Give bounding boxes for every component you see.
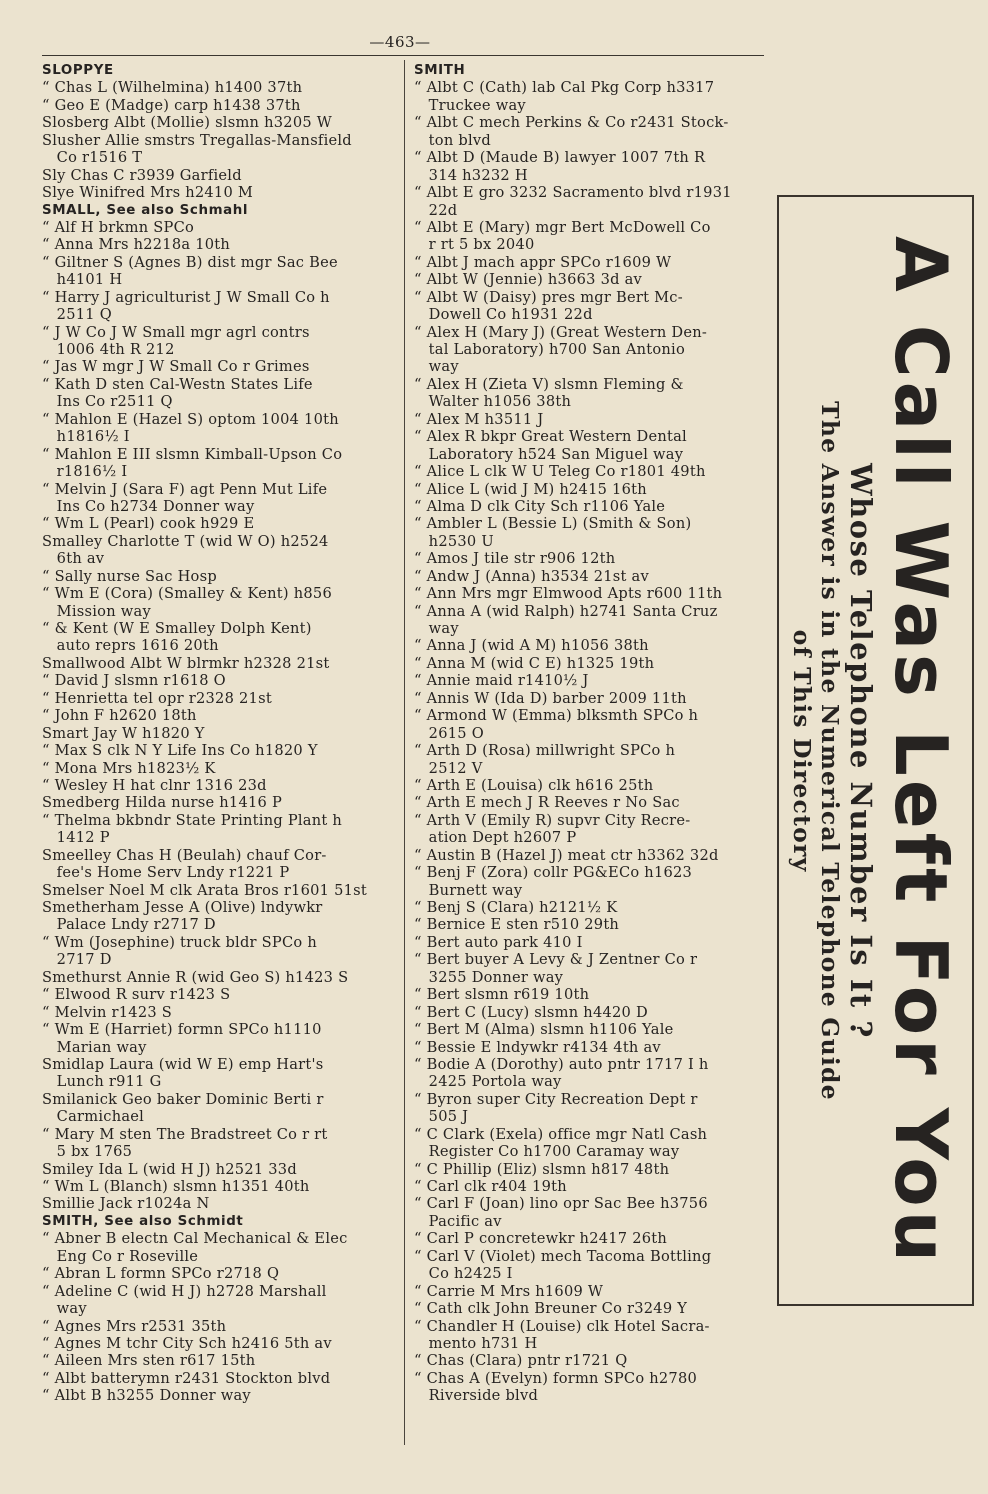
directory-entry-line: “ Arth E (Louisa) clk h616 25th	[414, 776, 654, 794]
directory-entry-line: Laboratory h524 San Miguel way	[414, 445, 684, 463]
directory-entry-line: Smalley Charlotte T (wid W O) h2524	[42, 532, 329, 550]
directory-entry-line: “ Alex R bkpr Great Western Dental	[414, 428, 687, 446]
directory-entry-line: Slye Winifred Mrs h2410 M	[42, 184, 254, 202]
directory-entry-line: “ Adeline C (wid H J) h2728 Marshall	[42, 1282, 327, 1300]
advertisement-box	[777, 195, 974, 1306]
directory-entry-line: “ Arth V (Emily R) supvr City Recre-	[414, 811, 691, 829]
directory-entry-line: Truckee way	[414, 96, 526, 114]
directory-entry-line: Palace Lndy r2717 D	[42, 916, 216, 934]
directory-entry-line: “ Harry J agriculturist J W Small Co h	[42, 288, 330, 306]
directory-entry-line: “ Henrietta tel opr r2328 21st	[42, 689, 272, 707]
directory-entry-line: “ Austin B (Hazel J) meat ctr h3362 32d	[414, 846, 719, 864]
directory-entry-line: Ins Co h2734 Donner way	[42, 497, 255, 515]
directory-entry-line: Co h2425 I	[414, 1265, 513, 1283]
right-column	[414, 62, 766, 1405]
directory-entry-line: “ Kath D sten Cal-Westn States Life	[42, 375, 313, 393]
directory-entry-line: “ Arth E mech J R Reeves r No Sac	[414, 794, 680, 812]
directory-entry-line: “ Chandler H (Louise) clk Hotel Sacra-	[414, 1317, 710, 1335]
directory-entry-line: “ Sally nurse Sac Hosp	[42, 567, 217, 585]
directory-entry-line: Slosberg Albt (Mollie) slsmn h3205 W	[42, 114, 333, 132]
directory-entry-line: “ Anna M (wid C E) h1325 19th	[414, 654, 655, 672]
directory-entry-line: “ Amos J tile str r906 12th	[414, 550, 616, 568]
directory-entry-line: “ Bodie A (Dorothy) auto pntr 1717 I h	[414, 1055, 709, 1073]
directory-entry-line: Pacific av	[414, 1212, 502, 1230]
directory-entry-line: Walter h1056 38th	[414, 393, 572, 411]
directory-entry-line: “ Elwood R surv r1423 S	[42, 986, 231, 1004]
directory-entry-line: “ Wm L (Blanch) slsmn h1351 40th	[42, 1178, 310, 1195]
directory-entry-line: “ J W Co J W Small mgr agrl contrs	[42, 323, 310, 341]
directory-entry-line: ton blvd	[414, 131, 491, 149]
directory-entry-line: r rt 5 bx 2040	[414, 236, 535, 254]
directory-entry-line: “ Anna A (wid Ralph) h2741 Santa Cruz	[414, 602, 718, 620]
directory-entry-line: 2717 D	[42, 951, 112, 969]
directory-entry-line: 2511 Q	[42, 306, 112, 324]
directory-entry-line: 6th av	[42, 550, 105, 568]
directory-entry-line: “ Carl P concretewkr h2417 26th	[414, 1230, 668, 1248]
directory-entry-line: “ Wm L (Pearl) cook h929 E	[42, 515, 255, 533]
directory-entry-line: way	[414, 358, 459, 376]
page-number: —463—	[369, 33, 431, 51]
directory-entry-line: “ Wm E (Cora) (Smalley & Kent) h856	[42, 585, 332, 603]
directory-entry-line: Co r1516 T	[42, 149, 143, 167]
directory-entry-line: “ Bert M (Alma) slsmn h1106 Yale	[414, 1021, 674, 1039]
directory-entry-line: “ Carl V (Violet) mech Tacoma Bottling	[414, 1247, 712, 1265]
directory-entry-line: “ Geo E (Madge) carp h1438 37th	[42, 96, 301, 114]
directory-entry-line: Smilanick Geo baker Dominic Berti r	[42, 1090, 324, 1108]
directory-entry-line: Register Co h1700 Caramay way	[414, 1143, 680, 1161]
directory-entry-line: 2425 Portola way	[414, 1073, 562, 1091]
directory-entry-line: “ Carl F (Joan) lino opr Sac Bee h3756	[414, 1195, 708, 1213]
directory-entry-line: “ Carl clk r404 19th	[414, 1178, 567, 1195]
directory-entry-line: “ Chas A (Evelyn) formn SPCo h2780	[414, 1369, 698, 1387]
directory-entry-line: Smethurst Annie R (wid Geo S) h1423 S	[42, 968, 349, 986]
directory-entry-line: “ Agnes Mrs r2531 35th	[42, 1317, 227, 1335]
directory-entry-line: way	[42, 1300, 87, 1318]
directory-entry-line: “ Carrie M Mrs h1609 W	[414, 1282, 604, 1300]
directory-entry-line: ation Dept h2607 P	[414, 829, 577, 847]
directory-entry-line: “ Cath clk John Breuner Co r3249 Y	[414, 1300, 688, 1318]
directory-entry-line: “ Albt batterymn r2431 Stockton blvd	[42, 1369, 331, 1387]
directory-entry-line: “ Arth D (Rosa) millwright SPCo h	[414, 742, 676, 760]
directory-entry-line: fee's Home Serv Lndy r1221 P	[42, 864, 290, 882]
directory-entry-line: Slusher Allie smstrs Tregallas-Mansfield	[42, 131, 352, 149]
directory-entry-line: “ Annie maid r1410½ J	[414, 672, 589, 690]
directory-entry-line: “ Bernice E sten r510 29th	[414, 916, 620, 934]
directory-entry-line: “ Alex H (Mary J) (Great Western Den-	[414, 323, 708, 341]
directory-entry-line: “ & Kent (W E Smalley Dolph Kent)	[42, 620, 312, 637]
directory-entry-line: “ C Phillip (Eliz) slsmn h817 48th	[414, 1160, 670, 1178]
header-rule	[42, 55, 764, 56]
directory-entry-line: “ Mahlon E III slsmn Kimball-Upson Co	[42, 445, 343, 463]
directory-entry-line: “ Alice L clk W U Teleg Co r1801 49th	[414, 463, 706, 481]
directory-entry-line: “ Benj S (Clara) h2121½ K	[414, 899, 618, 916]
directory-entry-line: mento h731 H	[414, 1334, 538, 1352]
section-heading: SMITH	[414, 63, 466, 78]
directory-entry-line: Lunch r911 G	[42, 1073, 162, 1091]
directory-entry-line: “ Melvin r1423 S	[42, 1003, 173, 1021]
directory-entry-line: 1412 P	[42, 829, 110, 847]
ad-answer-line: The Answer is in the Numerical Telephone Guide	[815, 400, 844, 1101]
directory-entry-line: 314 h3232 H	[414, 166, 528, 184]
directory-entry-line: “ Ann Mrs mgr Elmwood Apts r600 11th	[414, 585, 723, 603]
directory-entry-line: h4101 H	[42, 271, 123, 289]
directory-entry-line: “ Mary M sten The Bradstreet Co r rt	[42, 1125, 328, 1143]
directory-entry-line: “ Albt E (Mary) mgr Bert McDowell Co	[414, 218, 711, 236]
directory-entry-line: “ Alex H (Zieta V) slsmn Fleming &	[414, 375, 684, 393]
directory-entry-line: “ Bessie E lndywkr r4134 4th av	[414, 1038, 661, 1056]
directory-entry-line: “ Melvin J (Sara F) agt Penn Mut Life	[42, 480, 328, 498]
directory-entry-line: “ Alma D clk City Sch r1106 Yale	[414, 497, 666, 515]
directory-entry-line: “ Bert buyer A Levy & J Zentner Co r	[414, 951, 698, 969]
directory-entry-line: “ David J slsmn r1618 O	[42, 672, 226, 690]
directory-entry-line: Eng Co r Roseville	[42, 1247, 199, 1265]
directory-entry-line: “ Armond W (Emma) blksmth SPCo h	[414, 707, 699, 725]
directory-entry-line: Smiley Ida L (wid H J) h2521 33d	[42, 1160, 297, 1178]
directory-entry-line: Smillie Jack r1024a N	[42, 1195, 210, 1213]
directory-entry-line: “ Abran L formn SPCo r2718 Q	[42, 1265, 280, 1283]
directory-entry-line: Smedberg Hilda nurse h1416 P	[42, 794, 283, 812]
directory-entry-line: way	[414, 620, 459, 637]
directory-entry-line: “ Wm E (Harriet) formn SPCo h1110	[42, 1021, 322, 1039]
directory-entry-line: “ Aileen Mrs sten r617 15th	[42, 1352, 256, 1370]
column-divider	[404, 60, 405, 1445]
directory-entry-line: “ Alex M h3511 J	[414, 410, 544, 428]
directory-entry-line: “ John F h2620 18th	[42, 707, 197, 725]
directory-entry-line: 505 J	[414, 1108, 469, 1126]
directory-entry-line: Carmichael	[42, 1108, 145, 1126]
directory-entry-line: “ Albt W (Jennie) h3663 3d av	[414, 271, 643, 289]
directory-entry-line: “ Abner B electn Cal Mechanical & Elec	[42, 1230, 348, 1248]
directory-entry-line: 3255 Donner way	[414, 968, 564, 986]
directory-entry-line: “ Wesley H hat clnr 1316 23d	[42, 776, 267, 794]
directory-entry-line: 22d	[414, 201, 458, 219]
directory-entry-line: “ Jas W mgr J W Small Co r Grimes	[42, 358, 310, 376]
directory-entry-line: 1006 4th R 212	[42, 341, 175, 358]
directory-entry-line: “ Albt D (Maude B) lawyer 1007 7th R	[414, 149, 706, 167]
directory-entry-line: “ Benj F (Zora) collr PG&ECo h1623	[414, 864, 693, 882]
directory-entry-line: “ Albt E gro 3232 Sacramento blvd r1931	[414, 184, 732, 202]
directory-entry-line: h2530 U	[414, 532, 494, 550]
section-heading: SMALL, See also Schmahl	[42, 202, 249, 218]
directory-entry-line: “ Andw J (Anna) h3534 21st av	[414, 567, 649, 585]
directory-entry-line: “ Byron super City Recreation Dept r	[414, 1090, 698, 1108]
directory-entry-line: “ Albt W (Daisy) pres mgr Bert Mc-	[414, 288, 683, 306]
directory-entry-line: Sly Chas C r3939 Garfield	[42, 166, 242, 184]
directory-entry-line: “ Thelma bkbndr State Printing Plant h	[42, 811, 343, 829]
directory-entry-line: 2615 O	[414, 724, 484, 742]
directory-entry-line: Smallwood Albt W blrmkr h2328 21st	[42, 654, 330, 672]
directory-entry-line: tal Laboratory) h700 San Antonio	[414, 341, 686, 358]
directory-entry-line: “ Chas L (Wilhelmina) h1400 37th	[42, 79, 303, 97]
directory-entry-line: “ Anna J (wid A M) h1056 38th	[414, 637, 649, 655]
directory-entry-line: “ Albt C mech Perkins & Co r2431 Stock-	[414, 114, 729, 132]
directory-entry-line: “ Ambler L (Bessie L) (Smith & Son)	[414, 515, 692, 533]
directory-entry-line: Smetherham Jesse A (Olive) lndywkr	[42, 899, 323, 916]
directory-entry-line: 2512 V	[414, 759, 483, 777]
directory-entry-line: Mission way	[42, 602, 151, 620]
directory-entry-line: “ Alf H brkmn SPCo	[42, 218, 195, 236]
directory-entry-line: r1816½ I	[42, 463, 128, 481]
directory-entry-line: “ Albt C (Cath) lab Cal Pkg Corp h3317	[414, 79, 715, 97]
directory-entry-line: Riverside blvd	[414, 1387, 539, 1405]
directory-entry-line: “ Annis W (Ida D) barber 2009 11th	[414, 689, 687, 707]
directory-entry-line: “ Wm (Josephine) truck bldr SPCo h	[42, 933, 317, 951]
directory-entry-line: Smelser Noel M clk Arata Bros r1601 51st	[42, 881, 367, 899]
directory-entry-line: “ Giltner S (Agnes B) dist mgr Sac Bee	[42, 253, 338, 271]
directory-entry-line: h1816½ I	[42, 428, 130, 446]
directory-entry-line: “ Max S clk N Y Life Ins Co h1820 Y	[42, 742, 318, 760]
advertisement-text	[788, 211, 964, 1291]
directory-entry-line: Smidlap Laura (wid W E) emp Hart's	[42, 1055, 324, 1073]
directory-entry-line: “ Albt J mach appr SPCo r1609 W	[414, 253, 672, 271]
directory-entry-line: “ Chas (Clara) pntr r1721 Q	[414, 1352, 628, 1370]
directory-entry-line: “ C Clark (Exela) office mgr Natl Cash	[414, 1125, 708, 1143]
directory-entry-line: “ Bert C (Lucy) slsmn h4420 D	[414, 1003, 648, 1021]
directory-entry-line: “ Anna Mrs h2218a 10th	[42, 236, 231, 254]
directory-entry-line: “ Albt B h3255 Donner way	[42, 1387, 251, 1405]
directory-entry-line: Ins Co r2511 Q	[42, 393, 173, 411]
directory-entry-line: Smart Jay W h1820 Y	[42, 724, 205, 742]
left-column	[42, 62, 398, 1405]
directory-entry-line: “ Bert slsmn r619 10th	[414, 986, 590, 1004]
directory-entry-line: “ Mahlon E (Hazel S) optom 1004 10th	[42, 410, 339, 428]
directory-entry-line: 5 bx 1765	[42, 1143, 133, 1161]
directory-entry-line: Marian way	[42, 1038, 147, 1056]
directory-entry-line: “ Bert auto park 410 I	[414, 933, 583, 951]
directory-entry-line: “ Alice L (wid J M) h2415 16th	[414, 480, 647, 498]
ad-subheadline: Whose Telephone Number Is It ?	[843, 462, 878, 1039]
directory-entry-line: Smeelley Chas H (Beulah) chauf Cor-	[42, 846, 327, 864]
directory-entry-line: Dowell Co h1931 22d	[414, 306, 593, 324]
section-heading: SLOPPYE	[42, 63, 114, 78]
directory-entry-line: “ Mona Mrs h1823½ K	[42, 759, 216, 777]
directory-entry-line: “ Agnes M tchr City Sch h2416 5th av	[42, 1334, 332, 1352]
ad-headline: A Call Was Left For You	[878, 235, 963, 1266]
ad-answer-line-2: of This Directory	[787, 629, 816, 872]
section-heading: SMITH, See also Schmidt	[42, 1213, 244, 1229]
directory-entry-line: auto reprs 1616 20th	[42, 637, 219, 655]
directory-entry-line: Burnett way	[414, 881, 523, 899]
